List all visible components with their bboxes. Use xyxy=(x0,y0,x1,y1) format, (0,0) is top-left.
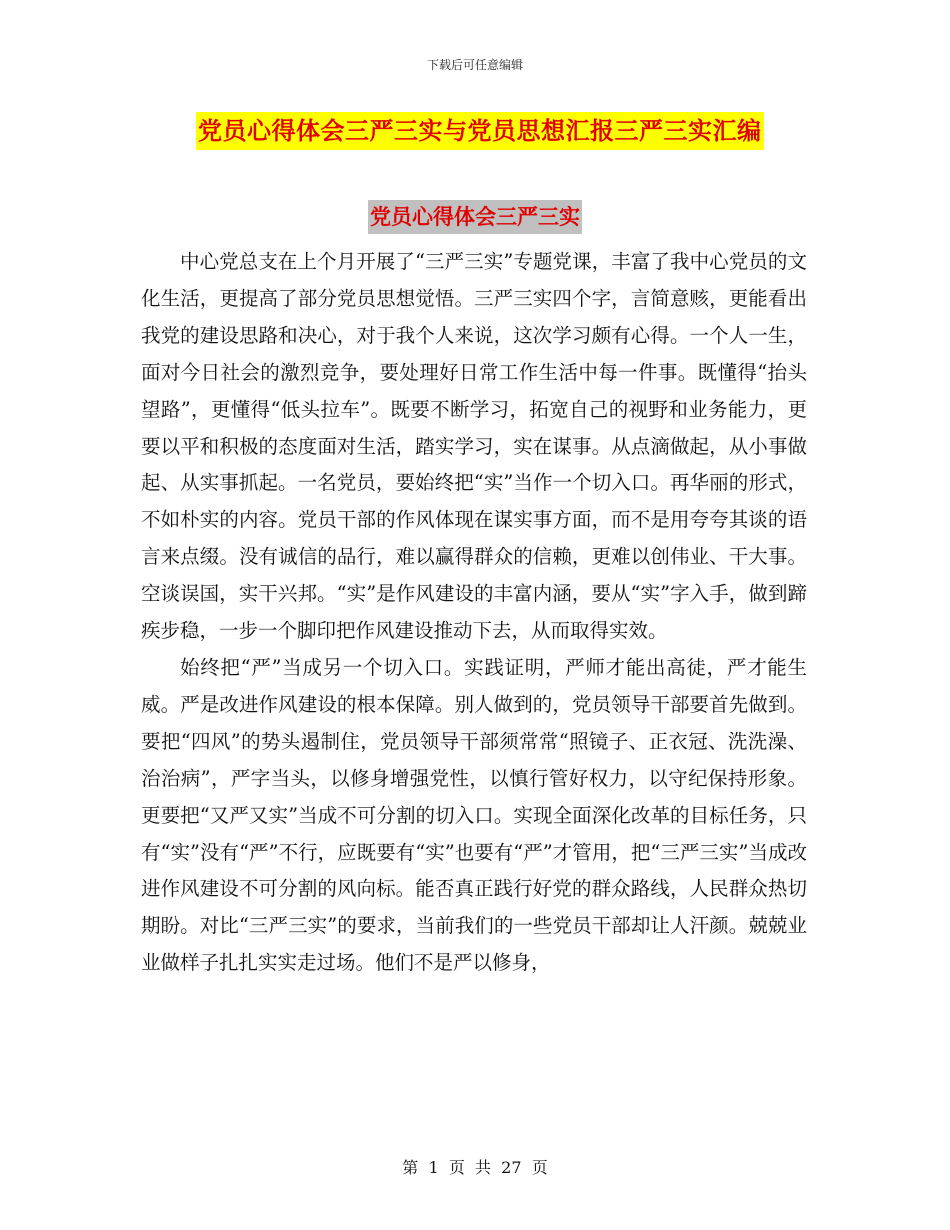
document-title: 党员心得体会三严三实与党员思想汇报三严三实汇编 xyxy=(196,112,764,150)
section-heading xyxy=(0,200,950,234)
page-number-footer: 第 1 页 共 27 页 xyxy=(402,1158,548,1177)
section-title-text: 党员心得体会三严三实 xyxy=(368,200,582,234)
paragraph: 始终把“严”当成另一个切入口。实践证明，严师才能出高徒，严才能生威。严是改进作风建设的根本保障。别人做到的，党员领导干部要首先做到。要把“四风”的势头遏制住，党员领导干部须常常“照镜子、正衣冠、洗洗澡、治治病”，严字当头，以修身增强党性，以慎行管好权力，以守纪保持形象。更要把“又严又实”当成不可分割的切入口。实现全面深化改革的目标任务，只有“实”没有“严”不行，应既要有“实”也要有“严”才管用，把“三严三实”当成改进作风建设不可分割的风向标。能否真正践行好党的群众路线，人民群众热切期盼。对比“三严三实”的要求，当前我们的一些党员干部却让人汗颜。兢兢业业做样子扎扎实实走过场。他们不是严以修身， xyxy=(141,655,807,975)
body-text xyxy=(141,244,807,982)
header-note: 下载后可任意编辑 xyxy=(426,58,523,72)
paragraph: 中心党总支在上个月开展了“三严三实”专题党课，丰富了我中心党员的文化生活，更提高了部分党员思想觉悟。三严三实四个字，言简意赅，更能看出我党的建设思路和决心，对于我个人来说，这次学习颇有心得。一个人一生，面对今日社会的激烈竞争，要处理好日常工作生活中每一件事。既懂得“抬头望路”，更懂得“低头拉车”。既要不断学习，拓宽自己的视野和业务能力，更要以平和积极的态度面对生活，踏实学习，实在谋事。从点滴做起，从小事做起、从实事抓起。一名党员，要始终把“实”当作一个切入口。再华丽的形式，不如朴实的内容。党员干部的作风体现在谋实事方面，而不是用夸夸其谈的语言来点缀。没有诚信的品行，难以赢得群众的信赖，更难以创伟业、干大事。空谈误国，实干兴邦。“实”是作风建设的丰富内涵，要从“实”字入手，做到蹄疾步稳，一步一个脚印把作风建设推动下去，从而取得实效。 xyxy=(141,250,807,643)
